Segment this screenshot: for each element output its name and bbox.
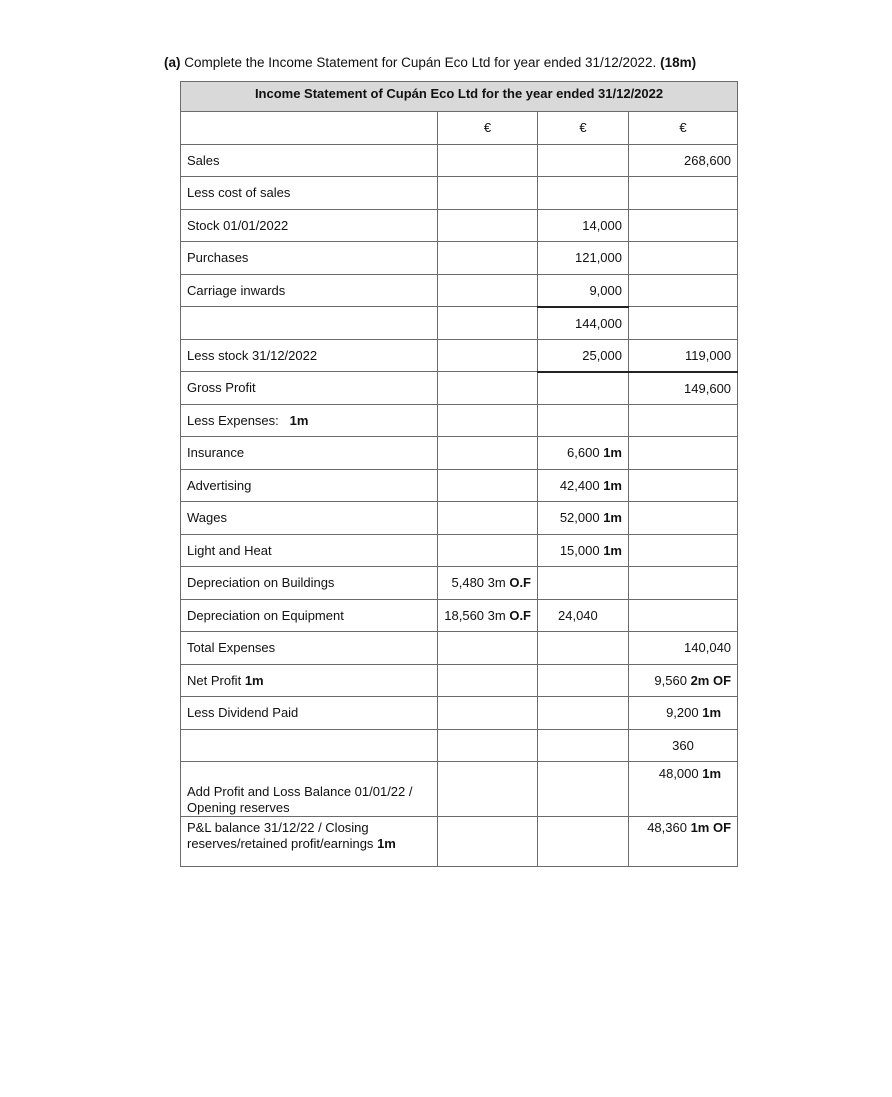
row-label-cell [181, 817, 438, 867]
table-cell [629, 404, 738, 437]
row-value: 9,000 [538, 274, 629, 307]
row-label: Depreciation on Buildings [181, 567, 438, 600]
table-cell [538, 664, 629, 697]
table-cell [538, 404, 629, 437]
table-row [181, 599, 738, 632]
currency-header: € [538, 112, 629, 145]
table-row [181, 567, 738, 600]
row-value: 140,040 [629, 632, 738, 665]
row-value: 121,000 [538, 242, 629, 275]
row-value-cell [538, 502, 629, 535]
row-value: 24,040 [538, 599, 629, 632]
row-value-cell [438, 567, 538, 600]
row-label: Depreciation on Equipment [181, 599, 438, 632]
mark-label: 2m OF [690, 672, 732, 688]
table-cell [438, 209, 538, 242]
table-cell [629, 209, 738, 242]
row-value: 5,480 3m [451, 575, 506, 590]
mark-label: 1m OF [690, 820, 732, 835]
table-cell [181, 112, 438, 145]
table-cell [538, 567, 629, 600]
table-cell [438, 437, 538, 470]
table-row [181, 632, 738, 665]
table-row [181, 534, 738, 567]
row-label: Purchases [181, 242, 438, 275]
table-cell [538, 144, 629, 177]
mark-label: 1m [603, 542, 622, 558]
table-cell [438, 469, 538, 502]
row-value: 48,360 [647, 820, 687, 835]
currency-header: € [438, 112, 538, 145]
mark-label: 1m [289, 412, 309, 428]
table-cell [538, 697, 629, 730]
row-value: 48,000 [658, 766, 699, 781]
mark-label: 1m [702, 705, 722, 720]
table-cell [629, 274, 738, 307]
table-row [181, 339, 738, 372]
mark-label: 1m [603, 477, 622, 493]
mark-label: 1m [603, 510, 622, 525]
row-label-cell [181, 404, 438, 437]
row-value-cell [438, 599, 538, 632]
table-row [181, 729, 738, 762]
table-row [181, 177, 738, 210]
table-row [181, 469, 738, 502]
table-row [181, 697, 738, 730]
row-value-cell [629, 762, 738, 817]
table-cell [438, 242, 538, 275]
table-row [181, 144, 738, 177]
row-label: Net Profit [187, 672, 242, 688]
row-value-cell [629, 817, 738, 867]
row-label: Gross Profit [181, 372, 438, 405]
row-label: Less Expenses: [187, 412, 279, 428]
table-cell [438, 144, 538, 177]
table-cell [629, 437, 738, 470]
table-cell [438, 697, 538, 730]
row-value-cell [629, 664, 738, 697]
mark-label: O.F [509, 575, 531, 590]
statement-title-row [181, 82, 738, 112]
table-cell [438, 307, 538, 340]
row-value: 25,000 [538, 339, 629, 372]
currency-header: € [629, 112, 738, 145]
table-cell [629, 469, 738, 502]
table-cell [538, 632, 629, 665]
row-value-cell [538, 437, 629, 470]
table-cell [538, 729, 629, 762]
row-value: 42,400 [559, 477, 600, 493]
table-cell [181, 307, 438, 340]
table-row [181, 307, 738, 340]
mark-label: 1m [244, 672, 264, 688]
table-row [181, 209, 738, 242]
table-cell [538, 817, 629, 867]
table-cell [629, 242, 738, 275]
row-value: 119,000 [629, 339, 738, 372]
table-cell [438, 632, 538, 665]
table-cell [438, 502, 538, 535]
row-value: 15,000 [559, 542, 600, 558]
row-label: Less Dividend Paid [181, 697, 438, 730]
row-label: P&L balance 31/12/22 / Closing reserves/retained profit/earnings [187, 820, 374, 851]
row-value: 149,600 [629, 372, 738, 405]
table-cell [438, 664, 538, 697]
table-cell [629, 567, 738, 600]
table-cell [438, 372, 538, 405]
question-heading [164, 55, 696, 70]
table-cell [538, 177, 629, 210]
statement-title: Income Statement of Cupán Eco Ltd for the year ended 31/12/2022 [181, 82, 738, 112]
row-value: 6,600 [567, 445, 600, 460]
table-cell [538, 372, 629, 405]
row-value: 268,600 [629, 144, 738, 177]
table-cell [181, 729, 438, 762]
row-label: Light and Heat [181, 534, 438, 567]
table-cell [629, 502, 738, 535]
row-value-cell [538, 534, 629, 567]
table-cell [438, 274, 538, 307]
row-value: 52,000 [559, 510, 600, 525]
table-row [181, 664, 738, 697]
row-label: Stock 01/01/2022 [181, 209, 438, 242]
table-cell [438, 177, 538, 210]
mark-label: 1m [377, 836, 396, 851]
currency-header-row [181, 112, 738, 145]
row-value: 9,560 [654, 672, 687, 688]
table-cell [629, 307, 738, 340]
row-label: Advertising [181, 469, 438, 502]
row-label: Add Profit and Loss Balance 01/01/22 / Opening reserves [181, 762, 438, 817]
income-statement-table [180, 81, 738, 867]
table-cell [438, 729, 538, 762]
table-row [181, 817, 738, 867]
table-row [181, 437, 738, 470]
row-value: 14,000 [538, 209, 629, 242]
row-label: Insurance [181, 437, 438, 470]
question-marks: (18m) [660, 55, 697, 70]
row-value: 18,560 3m [444, 607, 506, 623]
row-label: Less cost of sales [181, 177, 438, 210]
table-row [181, 762, 738, 817]
row-value-cell [629, 697, 738, 730]
row-value-cell [538, 469, 629, 502]
table-cell [438, 339, 538, 372]
table-cell [629, 534, 738, 567]
mark-label: 1m [702, 766, 722, 781]
table-row [181, 372, 738, 405]
mark-label: 1m [603, 445, 622, 460]
row-value: 360 [629, 729, 738, 762]
question-text: Complete the Income Statement for Cupán Eco Ltd for year ended 31/12/2022. [184, 55, 657, 70]
table-cell [438, 762, 538, 817]
table-cell [629, 599, 738, 632]
table-cell [629, 177, 738, 210]
table-cell [438, 534, 538, 567]
row-label: Carriage inwards [181, 274, 438, 307]
table-row [181, 404, 738, 437]
table-row [181, 502, 738, 535]
row-label: Sales [181, 144, 438, 177]
table-cell [438, 817, 538, 867]
mark-label: O.F [509, 607, 531, 623]
table-row [181, 274, 738, 307]
row-value: 144,000 [538, 307, 629, 340]
question-prefix: (a) [164, 55, 181, 70]
row-label: Less stock 31/12/2022 [181, 339, 438, 372]
table-row [181, 242, 738, 275]
row-label: Total Expenses [181, 632, 438, 665]
row-label: Wages [181, 502, 438, 535]
row-label-cell [181, 664, 438, 697]
table-cell [538, 762, 629, 817]
table-cell [438, 404, 538, 437]
row-value: 9,200 [666, 705, 699, 720]
